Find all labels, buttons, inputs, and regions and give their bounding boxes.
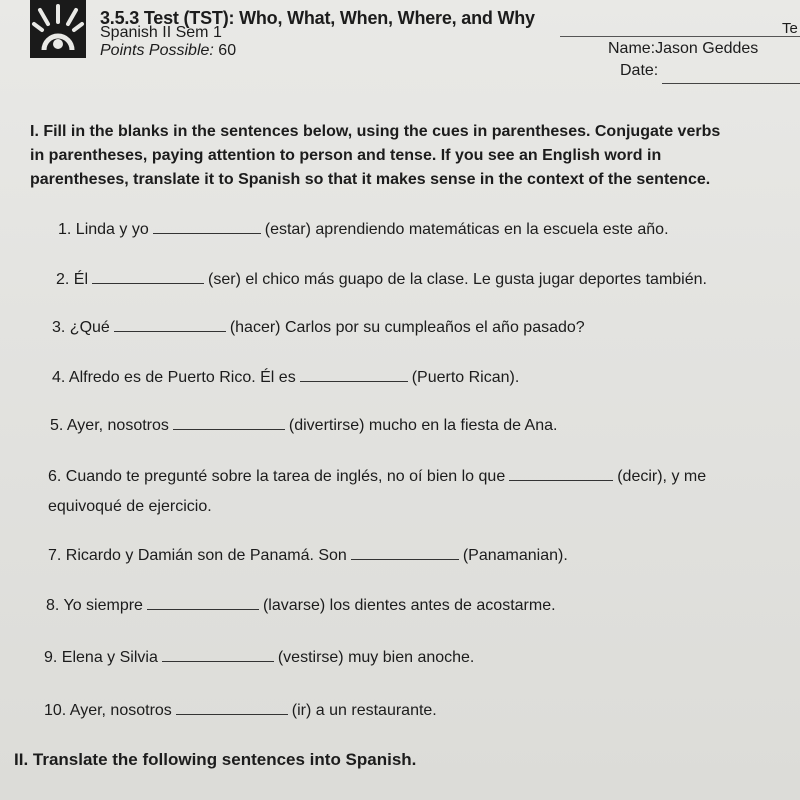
school-logo-icon xyxy=(30,0,86,58)
question-2: 2. Él (ser) el chico más guapo de la clase. Le gusta jugar deportes también. xyxy=(56,271,707,288)
answer-blank[interactable] xyxy=(162,649,274,662)
question-5: 5. Ayer, nosotros (divertirse) mucho en la fiesta de Ana. xyxy=(50,417,558,434)
answer-blank[interactable] xyxy=(300,369,408,382)
instruction-line: in parentheses, paying attention to person and tense. If you see an English word in xyxy=(30,147,662,164)
instruction-line: parentheses, translate it to Spanish so that it makes sense in the context of the sentence. xyxy=(30,171,711,188)
answer-blank[interactable] xyxy=(176,702,288,715)
answer-blank[interactable] xyxy=(147,597,259,610)
answer-blank[interactable] xyxy=(114,319,226,332)
question-3: 3. ¿Qué (hacer) Carlos por su cumpleaños el año pasado? xyxy=(52,319,585,336)
instruction-line: I. Fill in the blanks in the sentences below, using the cues in parentheses. Conjugate verbs xyxy=(30,123,721,140)
question-6: 6. Cuando te pregunté sobre la tarea de inglés, no oí bien lo que (decir), y me xyxy=(48,468,707,485)
question-1: 1. Linda y yo (estar) aprendiendo matemáticas en la escuela este año. xyxy=(58,221,669,238)
question-7: 7. Ricardo y Damián son de Panamá. Son (Panamanian). xyxy=(48,547,568,564)
question-4: 4. Alfredo es de Puerto Rico. Él es (Puerto Rican). xyxy=(52,369,520,386)
section-2-heading: II. Translate the following sentences into Spanish. xyxy=(14,750,417,769)
question-9: 9. Elena y Silvia (vestirse) muy bien anoche. xyxy=(44,649,475,666)
test-title: 3.5.3 Test (TST): Who, What, When, Where, and Why xyxy=(100,8,535,28)
header-corner-text: Te xyxy=(782,20,798,37)
student-name[interactable]: Jason Geddes xyxy=(655,40,759,57)
answer-blank[interactable] xyxy=(509,468,613,481)
answer-blank[interactable] xyxy=(351,547,459,560)
answer-blank[interactable] xyxy=(173,417,285,430)
date-label: Date: xyxy=(620,62,659,79)
header-divider xyxy=(560,36,800,37)
section-1-instructions xyxy=(30,120,800,192)
points-label: Points Possible: xyxy=(100,42,214,59)
question-6-continued: equivoqué de ejercicio. xyxy=(48,498,212,515)
question-10: 10. Ayer, nosotros (ir) a un restaurante. xyxy=(44,702,437,719)
date-field[interactable] xyxy=(662,83,800,84)
question-8: 8. Yo siempre (lavarse) los dientes antes de acostarme. xyxy=(46,597,556,614)
name-label: Name: xyxy=(608,40,656,57)
points-value: 60 xyxy=(218,42,237,59)
name-line xyxy=(608,40,758,58)
answer-blank[interactable] xyxy=(92,271,204,284)
points-possible xyxy=(100,42,236,60)
answer-blank[interactable] xyxy=(153,221,261,234)
course-name: Spanish II Sem 1 xyxy=(100,24,222,41)
